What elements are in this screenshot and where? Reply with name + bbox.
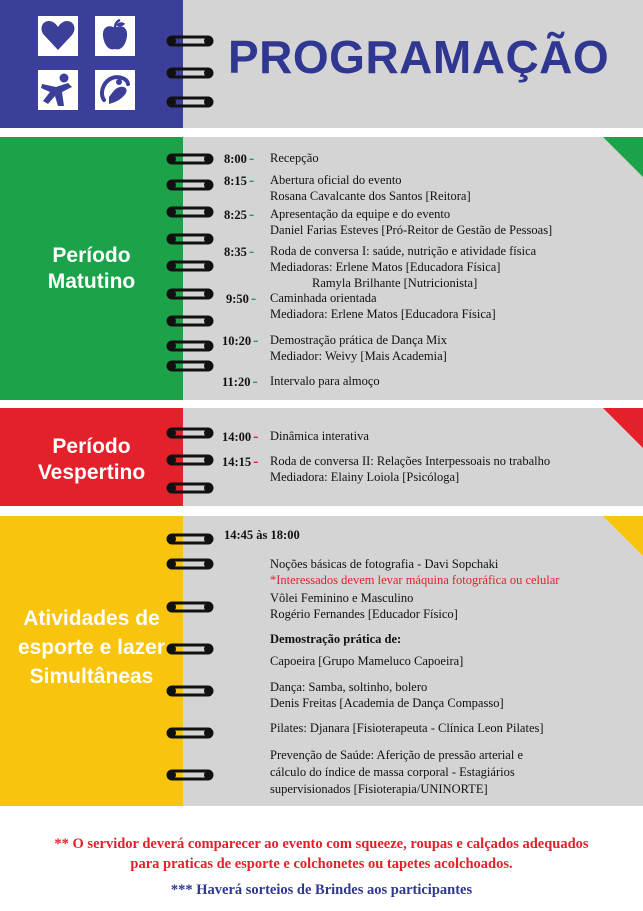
item-line: Roda de conversa I: saúde, nutrição e atividade física bbox=[270, 244, 537, 258]
schedule-item: 8:25 - bbox=[224, 206, 255, 223]
item-line: supervisionados [Fisioterapia/UNINORTE] bbox=[270, 782, 488, 796]
page-title: PROGRAMAÇÃO bbox=[228, 31, 610, 83]
binder-ring bbox=[166, 259, 202, 271]
item-line: cálculo do índice de massa corporal - Estagiários bbox=[270, 765, 515, 779]
item-line: Apresentação da equipe e do evento bbox=[270, 207, 451, 221]
morning-label-line2: Matutino bbox=[47, 270, 136, 293]
morning-label bbox=[0, 243, 183, 295]
item-line: Vôlei Feminino e Masculino bbox=[270, 591, 414, 605]
binder-ring bbox=[166, 34, 202, 46]
binder-ring bbox=[166, 359, 202, 371]
activities-label bbox=[0, 604, 183, 691]
item-line: Mediadoras: Erlene Matos [Educadora Física] bbox=[270, 260, 501, 274]
item-line: Mediador: Weivy [Mais Academia] bbox=[270, 349, 447, 363]
item-time: 8:35 bbox=[224, 245, 247, 259]
schedule-item: 10:20 - bbox=[222, 332, 259, 349]
person-icon bbox=[38, 70, 78, 110]
caring-hand-icon bbox=[95, 70, 135, 110]
photo-activity bbox=[270, 556, 559, 588]
item-line: Roda de conversa II: Relações Interpessoais no trabalho bbox=[270, 454, 551, 468]
binder-ring bbox=[166, 205, 202, 217]
footer-note-dress-code bbox=[0, 834, 643, 874]
item-line: Prevenção de Saúde: Aferição de pressão arterial e bbox=[270, 748, 524, 762]
item-line: Rosana Cavalcante dos Santos [Reitora] bbox=[270, 189, 471, 203]
health-activity bbox=[270, 747, 523, 798]
dance-activity bbox=[270, 679, 504, 711]
item-line: Daniel Farias Esteves [Pró-Reitor de Gestão de Pessoas] bbox=[270, 223, 553, 237]
item-text bbox=[270, 453, 550, 485]
item-text bbox=[270, 172, 471, 204]
footer-note-raffle: *** Haverá sorteios de Brindes aos participantes bbox=[170, 882, 473, 898]
item-time: 8:25 bbox=[224, 208, 247, 222]
schedule-item: 14:00 - bbox=[222, 428, 259, 445]
item-line: Noções básicas de fotografia - Davi Sopchaki bbox=[270, 557, 499, 571]
item-time: 10:20 bbox=[222, 334, 252, 348]
heart-icon bbox=[38, 16, 78, 56]
item-text bbox=[270, 373, 380, 389]
item-line: Mediadora: Elainy Loiola [Psicóloga] bbox=[270, 470, 460, 484]
item-line: Caminhada orientada bbox=[270, 291, 377, 305]
item-line: Denis Freitas [Academia de Dança Compasso] bbox=[270, 696, 504, 710]
binder-ring bbox=[166, 642, 202, 654]
pilates-activity: Pilates: Djanara [Fisioterapeuta - Clínica Leon Pilates] bbox=[270, 721, 544, 735]
schedule-item: 14:15 - bbox=[222, 453, 259, 470]
binder-ring bbox=[166, 600, 202, 612]
item-line: Recepção bbox=[270, 151, 319, 165]
binder-ring bbox=[166, 178, 202, 190]
binder-ring bbox=[166, 426, 202, 438]
item-line: Rogério Fernandes [Educador Físico] bbox=[270, 607, 458, 621]
binder-ring bbox=[166, 768, 202, 780]
item-text bbox=[270, 206, 552, 238]
schedule-item: 9:50 - bbox=[226, 290, 257, 307]
item-time: 8:00 bbox=[224, 152, 247, 166]
schedule-item: 8:35 - bbox=[224, 243, 255, 260]
item-line: Abertura oficial do evento bbox=[270, 173, 402, 187]
item-time: 14:00 bbox=[222, 430, 252, 444]
afternoon-label-line1: Período bbox=[52, 435, 131, 458]
binder-ring bbox=[166, 726, 202, 738]
item-line: Demostração prática de Dança Mix bbox=[270, 333, 448, 347]
activities-label-line3: Simultâneas bbox=[29, 665, 154, 688]
item-text bbox=[270, 243, 536, 291]
item-text bbox=[270, 332, 447, 364]
schedule-item: 8:00 - bbox=[224, 150, 255, 167]
binder-ring bbox=[166, 453, 202, 465]
item-time: 9:50 bbox=[226, 292, 249, 306]
activities-time: 14:45 às 18:00 bbox=[224, 528, 300, 542]
corner-fold bbox=[603, 408, 643, 448]
item-line: Mediadora: Erlene Matos [Educadora Física] bbox=[270, 307, 496, 321]
item-line: Dança: Samba, soltinho, bolero bbox=[270, 680, 428, 694]
afternoon-label-line2: Vespertino bbox=[37, 461, 146, 484]
item-time: 11:20 bbox=[222, 375, 251, 389]
binder-ring bbox=[166, 287, 202, 299]
item-text bbox=[270, 290, 496, 322]
binder-ring bbox=[166, 339, 202, 351]
morning-label-line1: Período bbox=[52, 244, 131, 267]
afternoon-label bbox=[0, 434, 183, 486]
item-line: Dinâmica interativa bbox=[270, 429, 369, 443]
header-logo-panel bbox=[0, 0, 183, 128]
schedule-item: 11:20 - bbox=[222, 373, 258, 390]
binder-ring bbox=[166, 232, 202, 244]
photo-note: *Interessados devem levar máquina fotográfica ou celular bbox=[270, 573, 560, 587]
item-time: 8:15 bbox=[224, 174, 247, 188]
binder-ring bbox=[166, 532, 202, 544]
item-line: Intervalo para almoço bbox=[270, 374, 380, 388]
activities-label-line1: Atividades de bbox=[23, 607, 160, 630]
binder-ring bbox=[166, 557, 202, 569]
activities-label-line2: esporte e lazer bbox=[17, 636, 166, 659]
binder-ring bbox=[166, 95, 202, 107]
volley-activity bbox=[270, 590, 458, 622]
demo-heading: Demostração prática de: bbox=[270, 632, 402, 646]
footer-note-line: ** O servidor deverá comparecer ao evento com squeeze, roupas e calçados adequados bbox=[54, 836, 589, 852]
binder-ring bbox=[166, 66, 202, 78]
binder-ring bbox=[166, 314, 202, 326]
item-line: Ramyla Brilhante [Nutricionista] bbox=[312, 276, 478, 290]
capoeira-activity: Capoeira [Grupo Mameluco Capoeira] bbox=[270, 654, 464, 668]
item-text bbox=[270, 150, 319, 166]
item-time: 14:15 bbox=[222, 455, 252, 469]
apple-icon bbox=[95, 16, 135, 56]
binder-ring bbox=[166, 152, 202, 164]
schedule-item: 8:15 - bbox=[224, 172, 255, 189]
corner-fold bbox=[603, 516, 643, 556]
corner-fold bbox=[603, 137, 643, 177]
binder-ring bbox=[166, 684, 202, 696]
item-text bbox=[270, 428, 369, 444]
footer-note-line: para praticas de esporte e colchonetes ou tapetes acolchoados. bbox=[130, 856, 513, 872]
binder-ring bbox=[166, 481, 202, 493]
